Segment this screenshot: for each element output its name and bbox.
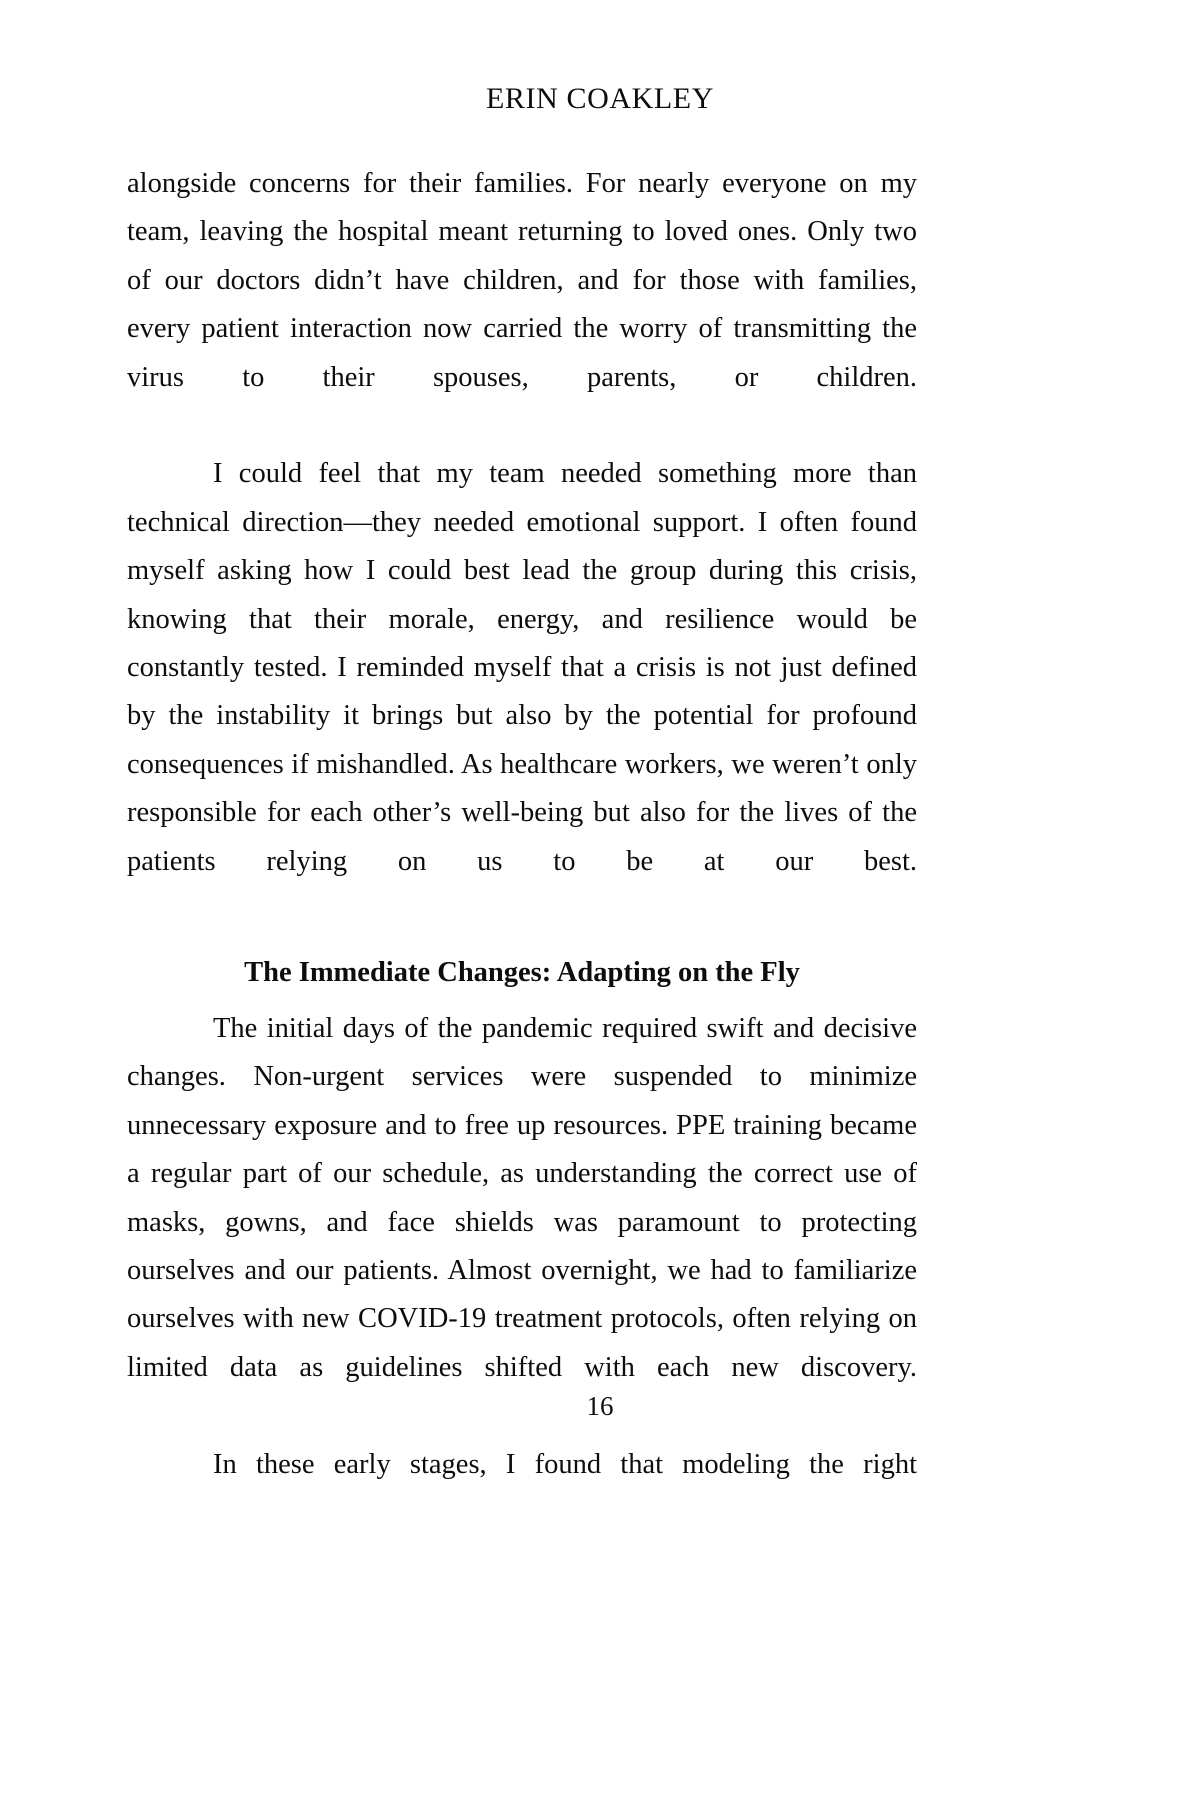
paragraph: I could feel that my team needed something more than technical direction—they needed emotional support. I often found myself asking how I could best lead the group during this crisis, knowing that their morale, energy, and resilience would be constantly tested. I reminded myself that a crisis is not just defined by the instability it brings but also by the potential for profound consequences if mishandled. As healthcare workers, we weren’t only responsible for each other’s well-being but also for the lives of the patients relying on us to be at our best. — [127, 458, 917, 877]
body-text-column — [127, 160, 917, 1537]
paragraph: The initial days of the pandemic required swift and decisive changes. Non-urgent services were suspended to minimize unnecessary exposure and to free up resources. PPE training became a regular part of our schedule, as understanding the correct use of masks, gowns, and face shields was paramount to protecting ourselves and our patients. Almost overnight, we had to familiarize ourselves with new COVID-19 treatment protocols, often relying on limited data as guidelines shifted with each new discovery. — [127, 1012, 917, 1383]
page-number: 16 — [586, 1391, 614, 1421]
paragraph-truncated: In these early stages, I found that modeling the right — [213, 1448, 917, 1480]
section-heading: The Immediate Changes: Adapting on the Fly — [244, 956, 800, 988]
running-head: ERIN COAKLEY — [485, 82, 714, 115]
paragraph-continued: alongside concerns for their families. For nearly everyone on my team, leaving the hospital meant returning to loved ones. Only two of our doctors didn’t have children, and for those with families, every patient interaction now carried the worry of transmitting the virus to their spouses, parents, or children. — [127, 168, 917, 393]
